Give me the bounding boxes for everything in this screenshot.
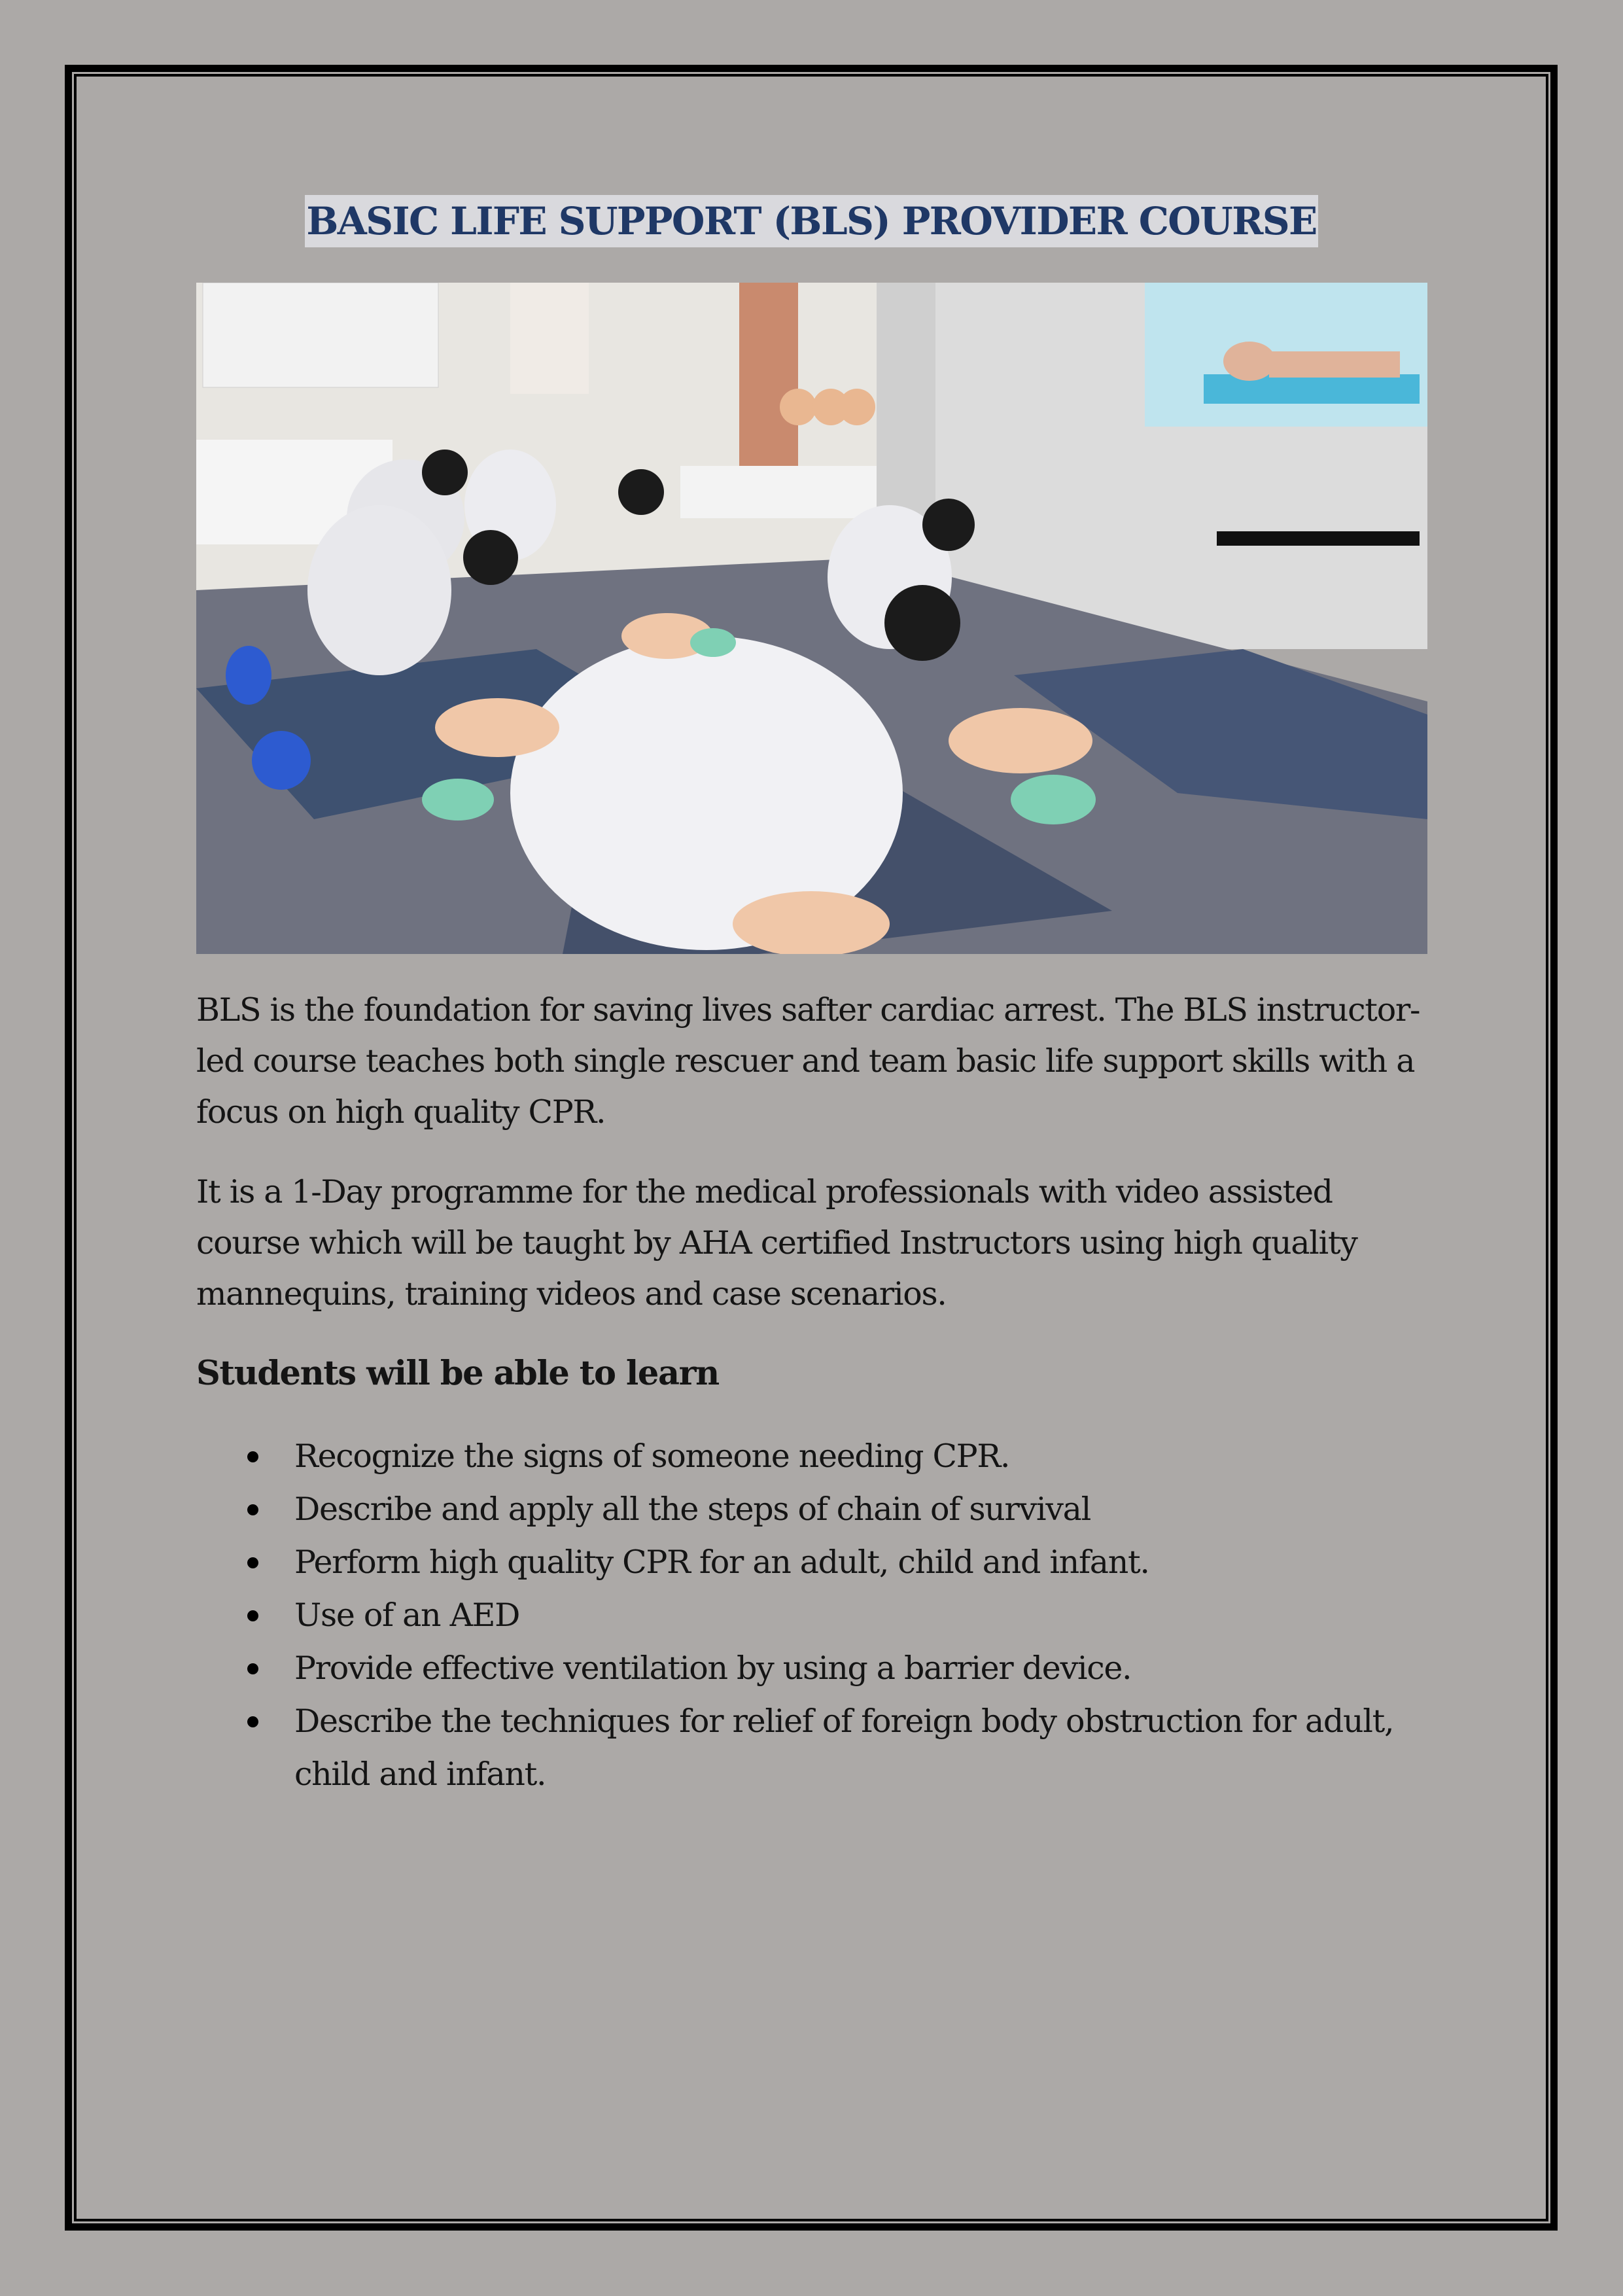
title-container <box>0 195 1623 247</box>
window-curtain <box>739 283 798 479</box>
list-item: Provide effective ventilation by using a barrier device. <box>196 1642 1439 1695</box>
bullet-icon <box>247 1504 258 1515</box>
list-item: Recognize the signs of someone needing CPR. <box>196 1430 1439 1483</box>
shoe-cover-1 <box>226 646 271 705</box>
bullet-icon <box>247 1610 258 1621</box>
bag-valve-mask-3 <box>690 628 736 657</box>
bullet-icon <box>247 1557 258 1568</box>
programme-paragraph: It is a 1-Day programme for the medical professionals with video assisted course which will be taught by AHA certified Instructors using high quality mannequins, training videos and case scenarios. <box>196 1173 1357 1313</box>
cpr-training-photo <box>196 283 1427 954</box>
wall-poster-chart <box>203 283 438 387</box>
bullet-icon <box>247 1451 258 1462</box>
bag-valve-mask-2 <box>1011 775 1096 824</box>
learning-outcomes-list <box>196 1430 1439 1801</box>
wall-shelf <box>1217 531 1420 546</box>
page-title: BASIC LIFE SUPPORT (BLS) PROVIDER COURSE <box>305 195 1318 247</box>
intro-paragraph: BLS is the foundation for saving lives safter cardiac arrest. The BLS instructor-led course teaches both single rescuer and team basic life support skills with a focus on high quality CPR. <box>196 991 1420 1131</box>
bullet-icon <box>247 1663 258 1674</box>
projection-head <box>1223 342 1276 381</box>
manikin-head-3 <box>839 389 875 425</box>
manikin-floor-4 <box>733 891 890 954</box>
projection-body <box>1269 351 1400 378</box>
manikin-floor-2 <box>435 698 559 757</box>
list-item: Perform high quality CPR for an adult, child and infant. <box>196 1536 1439 1589</box>
bullet-icon <box>247 1716 258 1727</box>
shoe-cover-2 <box>252 731 311 790</box>
list-item: Describe the techniques for relief of foreign body obstruction for adult, child and infant. <box>196 1695 1439 1801</box>
learn-heading: Students will be able to learn <box>196 1354 719 1393</box>
trainee-3 <box>307 505 451 675</box>
manikin-table <box>680 466 877 518</box>
manikin-floor-3 <box>949 708 1092 773</box>
manikin-head-1 <box>780 389 816 425</box>
projection-bed <box>1204 374 1420 404</box>
list-item: Describe and apply all the steps of chain of survival <box>196 1483 1439 1536</box>
wall-poster-hearts <box>510 283 589 394</box>
bag-valve-mask-1 <box>422 779 494 821</box>
list-item: Use of an AED <box>196 1589 1439 1642</box>
